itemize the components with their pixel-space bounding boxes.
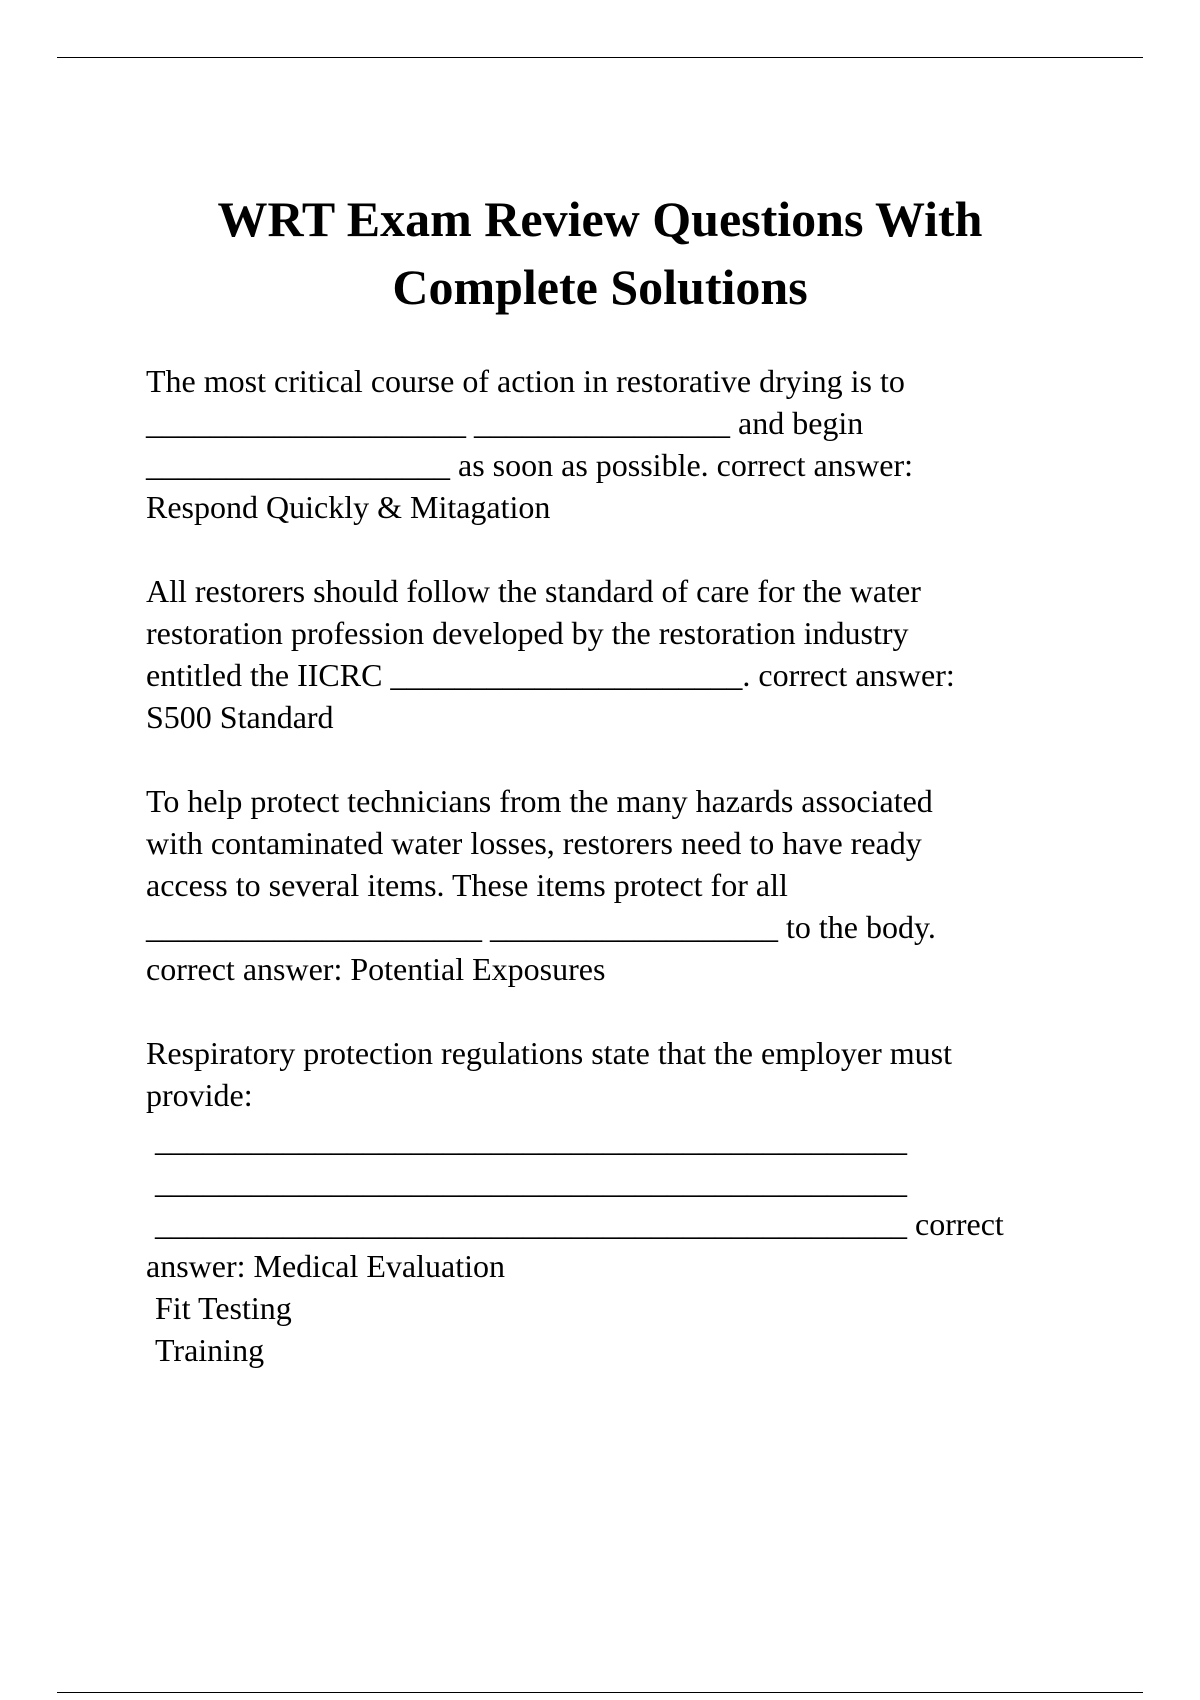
question-3-line-4: _____________________ __________________ to the body. xyxy=(146,909,936,945)
question-4-answer: answer: Medical Evaluation xyxy=(146,1248,505,1284)
question-1-line-3: ___________________ as soon as possible. correct answer: xyxy=(146,447,913,483)
question-3-line-2: with contaminated water losses, restorers need to have ready xyxy=(146,825,922,861)
question-block-1 xyxy=(146,360,1096,528)
question-4-blank-3: _______________________________________________ correct xyxy=(155,1206,1004,1242)
document-body xyxy=(146,360,1096,1413)
question-1-answer: Respond Quickly & Mitagation xyxy=(146,489,551,525)
header-rule xyxy=(57,57,1143,58)
question-4-line-2: provide: xyxy=(146,1077,253,1113)
question-3-line-1: To help protect technicians from the many hazards associated xyxy=(146,783,933,819)
question-3-line-3: access to several items. These items protect for all xyxy=(146,867,788,903)
question-1-line-2: ____________________ ________________ and begin xyxy=(146,405,864,441)
question-4-blank-1: _______________________________________________ xyxy=(155,1122,907,1158)
title-line-2: Complete Solutions xyxy=(392,259,808,315)
question-block-3 xyxy=(146,780,1096,990)
question-4-blank-2: _______________________________________________ xyxy=(155,1164,907,1200)
question-block-4 xyxy=(146,1032,1096,1371)
question-2-line-3: entitled the IICRC ______________________. correct answer: xyxy=(146,657,955,693)
question-1-line-1: The most critical course of action in restorative drying is to xyxy=(146,363,905,399)
question-2-line-1: All restorers should follow the standard of care for the water xyxy=(146,573,921,609)
question-block-2 xyxy=(146,570,1096,738)
question-4-answer-item-2: Fit Testing xyxy=(155,1290,292,1326)
document-title xyxy=(100,185,1100,321)
footer-rule xyxy=(57,1692,1143,1693)
title-line-1: WRT Exam Review Questions With xyxy=(217,191,983,247)
question-4-line-1: Respiratory protection regulations state that the employer must xyxy=(146,1035,953,1071)
question-2-answer: S500 Standard xyxy=(146,699,334,735)
question-3-answer: correct answer: Potential Exposures xyxy=(146,951,606,987)
question-4-answer-item-3: Training xyxy=(155,1332,265,1368)
question-2-line-2: restoration profession developed by the restoration industry xyxy=(146,615,909,651)
